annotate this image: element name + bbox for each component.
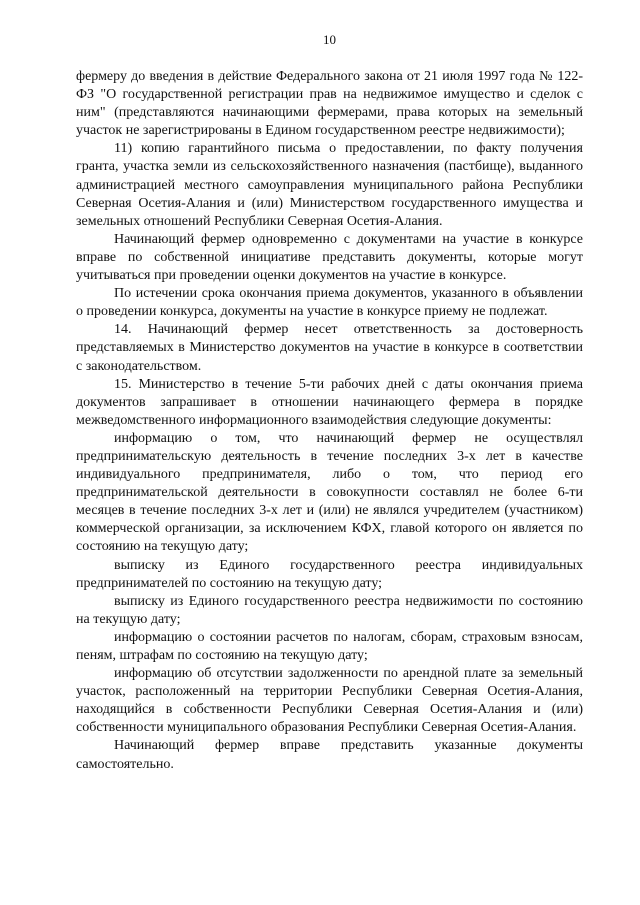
paragraph-egrn-extract: выписку из Единого государственного реестра недвижимости по состоянию на текущую дату; [76, 593, 583, 627]
paragraph-self-submission: Начинающий фермер вправе представить указанные документы самостоятельно. [76, 738, 583, 772]
paragraph-optional-documents: Начинающий фермер одновременно с документами на участие в конкурсе вправе по собственной инициативе представить документы, которые могут учитываться при проведении оценки документов на участие в конкурсе. [76, 231, 583, 284]
paragraph-item-15: 15. Министерство в течение 5-ти рабочих дней с даты окончания приема документов запрашивает в отношении начинающего фермера в порядке межведомственного информационного взаимодействия следующие документы: [76, 376, 583, 428]
paragraph-egrip-extract: выписку из Единого государственного реестра индивидуальных предпринимателей по состоянию на текущую дату; [76, 557, 583, 591]
paragraph-continuation: фермеру до введения в действие Федерального закона от 21 июля 1997 года № 122-ФЗ "О государственной регистрации прав на недвижимое имущество и сделок с ним" (представляются начинающими фермерами, права которых на земельный участок не зарегистрированы в Едином государственном реестре недвижимости); [76, 69, 583, 139]
paragraph-entrepreneur-info: информацию о том, что начинающий фермер не осуществлял предпринимательскую деятельность в течение последних 3-х лет в качестве индивидуального предпринимателя, либо о том, что период его предпринимательской деятельности в совокупности составлял не более 6-ти месяцев в течение последних 3-х лет и (или) не являлся учредителем (участником) коммерческой организации, за исключением КФХ, главой которого он является по состоянию на текущую дату; [76, 430, 583, 555]
paragraph-tax-info: информацию о состоянии расчетов по налогам, сборам, страховым взносам, пеням, штрафам по состоянию на текущую дату; [76, 629, 583, 663]
paragraph-rent-info: информацию об отсутствии задолженности по арендной плате за земельный участок, расположенный на территории Республики Северная Осетия-Алания, находящийся в собственности Республики Северная Осетия-Алания и (или) собственности муниципального образования Республики Северная Осетия-Алания. [76, 666, 583, 736]
paragraph-item-11: 11) копию гарантийного письма о предоставлении, по факту получения гранта, участка земли из сельскохозяйственного назначения (пастбище), выданного администрацией местного самоуправления муниципального района Республики Северная Осетия-Алания и (или) Министерством государственного имущества и земельных отношений Республики Северная Осетия-Алания. [76, 141, 583, 229]
paragraph-item-14: 14. Начинающий фермер несет ответственность за достоверность представляемых в Министерство документов на участие в конкурсе в соответствии с законодательством. [76, 322, 583, 374]
page-number: 10 [323, 32, 336, 47]
paragraph-deadline: По истечении срока окончания приема документов, указанного в объявлении о проведении конкурса, документы на участие в конкурсе приему не подлежат. [76, 286, 583, 320]
body-text [76, 68, 583, 774]
